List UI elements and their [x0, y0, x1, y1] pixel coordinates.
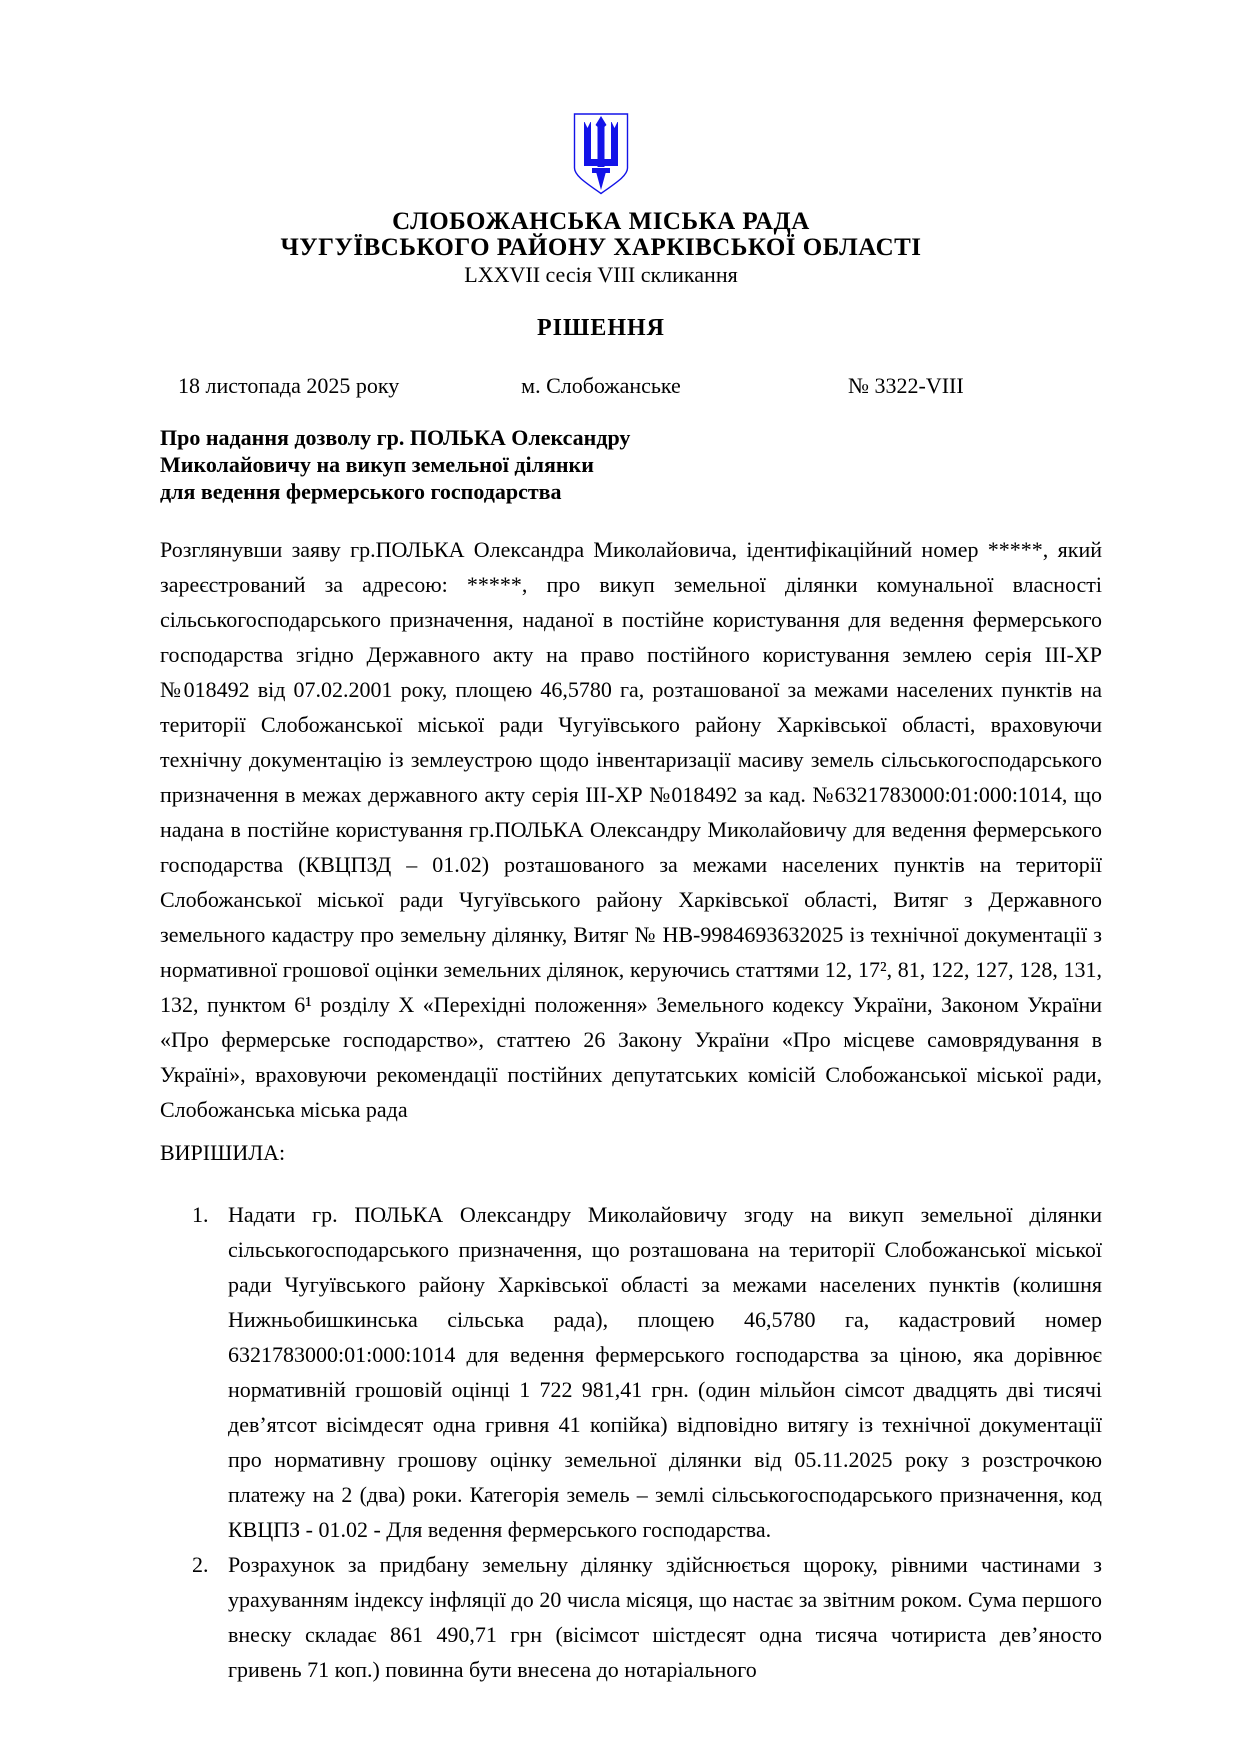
document-type-title: РІШЕННЯ — [536, 315, 666, 341]
list-item-text: Розрахунок за придбану земельну ділянку здійснюється щороку, рівними частинами з урахуванням індексу інфляції до 20 числа місяця, що настає за звітним роком. Сума першого внеску складає 861 490,71 грн (вісімсот шістдесят одна тисяча чотириста дев’яносто гривень 71 коп.) повинна бути внесена до нотаріального — [228, 1552, 1102, 1682]
document-header — [160, 112, 1042, 342]
decision-number: № 3322-VIII — [848, 373, 964, 398]
resolution-label: ВИРІШИЛА: — [160, 1140, 286, 1165]
list-item — [160, 1547, 1102, 1687]
subject-line-1: Про надання дозволу гр. ПОЛЬКА Олександру — [160, 425, 631, 450]
subject-line-3: для ведення фермерського господарства — [160, 479, 562, 504]
session-line: LXXVII сесія VIII скликання — [464, 262, 738, 287]
resolution-list — [160, 1197, 1102, 1687]
ukraine-trident-emblem — [571, 112, 631, 196]
preamble-paragraph: Розглянувши заяву гр.ПОЛЬКА Олександра Миколайовича, ідентифікаційний номер *****, який зареєстрований за адресою: *****, про викуп земельної ділянки комунальної власності сільськогосподарського призначення, наданої в постійне користування для ведення фермерського господарства згідно Державного акту на право постійного користування землею серія ІІІ-ХР №018492 від 07.02.2001 року, площею 46,5780 га, розташованої за межами населених пунктів на території Слобожанської міської ради Чугуївського району Харківської області, враховуючи технічну документацію із землеустрою щодо інвентаризації масиву земель сільськогосподарського призначення в межах державного акту серія ІІІ-ХР №018492 за кад. №6321783000:01:000:1014, що надана в постійне користування гр.ПОЛЬКА Олександру Миколайовичу для ведення фермерського господарства (КВЦПЗД – 01.02) розташованого за межами населених пунктів на території Слобожанської міської ради Чугуївського району Харківської області, Витяг з Державного земельного кадастру про земельну ділянку, Витяг № НВ-9984693632025 із технічної документації з нормативної грошової оцінки земельних ділянок, керуючись статтями 12, 17², 81, 122, 127, 128, 131, 132, пунктом 6¹ розділу X «Перехідні положення» Земельного кодексу України, Законом України «Про фермерське господарство», статтею 26 Закону України «Про місцеве самоврядування в Україні», враховуючи рекомендації постійних депутатських комісій Слобожанської міської ради, Слобожанська міська рада — [160, 537, 1102, 1122]
district-name: ЧУГУЇВСЬКОГО РАЙОНУ ХАРКІВСЬКОЇ ОБЛАСТІ — [280, 234, 922, 261]
list-item — [160, 1197, 1102, 1547]
decision-meta-row — [160, 372, 1102, 400]
list-item-number: 1. — [192, 1202, 209, 1227]
subject-line-2: Миколайовичу на викуп земельної ділянки — [160, 452, 594, 477]
council-name: СЛОБОЖАНСЬКА МІСЬКА РАДА — [392, 208, 810, 235]
subject-block — [160, 424, 670, 505]
list-item-text: Надати гр. ПОЛЬКА Олександру Миколайовичу згоду на викуп земельної ділянки сільськогосподарського призначення, що розташована на території Слобожанської міської ради Чугуївського району Харківської області за межами населених пунктів (колишня Нижньобишкинська сільська рада), площею 46,5780 га, кадастровий номер 6321783000:01:000:1014 для ведення фермерського господарства за ціною, яка дорівнює нормативній грошовій оцінці 1 722 981,41 грн. (один мільйон сімсот двадцять дві тисячі дев’ятсот вісімдесят одна гривня 41 копійка) відповідно витягу із технічної документації про нормативну грошову оцінку земельної ділянки від 05.11.2025 року з розстрочкою платежу на 2 (два) роки. Категорія земель – землі сільськогосподарського призначення, код КВЦПЗ - 01.02 - Для ведення фермерського господарства. — [228, 1202, 1102, 1542]
emblem-container — [160, 112, 1042, 201]
decision-place: м. Слобожанське — [521, 373, 681, 398]
list-item-number: 2. — [192, 1552, 209, 1577]
decision-date: 18 листопада 2025 року — [178, 373, 400, 398]
